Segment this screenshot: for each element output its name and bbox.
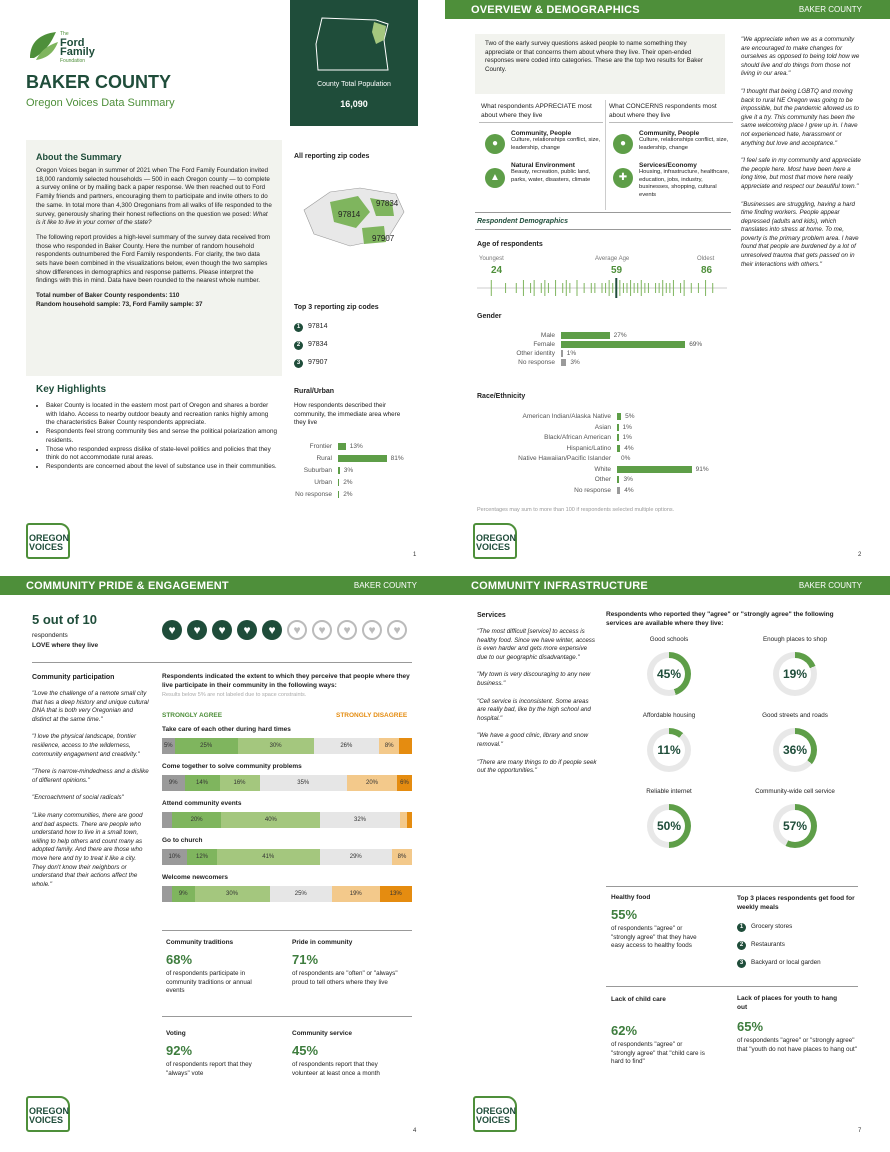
top3-zip-title: Top 3 reporting zip codes <box>294 304 379 311</box>
highlights-list <box>36 402 278 472</box>
highlight-item: • Those who responded express dislike of state-level politics and policies that they think do not accommodate rural areas. <box>46 446 278 463</box>
heart-icon: ♥ <box>212 620 232 640</box>
demographics-title: Respondent Demographics <box>477 218 569 225</box>
food-sources: Top 3 places respondents get food for weekly meals 1 Grocery stores 2 Restaurants 3 Backyard or local garden <box>737 894 857 972</box>
likert-bar <box>162 849 412 865</box>
population-box <box>290 0 418 126</box>
ring-value: 19% <box>779 658 811 690</box>
youth-stat: Lack of places for youth to hang out 65% of respondents "agree" or "strongly agree" that "youth do not have places to hang out" <box>737 995 858 1053</box>
about-paragraph-1: Oregon Voices began in summer of 2021 when The Ford Family Foundation invited 18,000 randomly selected households — 500 in each Oregon county — to complete a survey online or by mailing back a paper response. We then reached out to Ford Family friends and partners, encouraging them to participate and invite others to do the same. In total more than 4,300 Oregonians from all walks of life responded to the survey, generously sharing their honest reflections on the question we posed: What is it like to live in your corner of the state? <box>36 167 272 227</box>
bar-value: 4% <box>624 486 634 494</box>
child-care-stat: Lack of child care 62% of respondents "agree" or "strongly agree" that "child care is hard to find" <box>611 996 705 1066</box>
ring-label: Reliable internet <box>646 788 692 795</box>
stat-voting: Voting 92% of respondents report that they "always" vote <box>166 1030 252 1077</box>
age-youngest-value: 24 <box>491 265 503 276</box>
bar-value: 27% <box>613 332 627 339</box>
top3-zip-item: 2 97834 <box>294 336 327 354</box>
bar-label: Female <box>533 341 555 348</box>
heart-icon: ♥ <box>237 620 257 640</box>
likert-segment <box>399 738 412 754</box>
age-oldest-value: 86 <box>701 265 713 276</box>
ring-chart <box>647 652 691 696</box>
likert-segment: 10% <box>162 849 187 865</box>
quote: "We appreciate when we as a community are encouraged to make changes for ourselves as opposed to being told how we should live and do things from those not living in our area." <box>741 36 860 78</box>
likert-segment: 12% <box>187 849 217 865</box>
page-2: OVERVIEW & DEMOGRAPHICS BAKER COUNTY Two of the early survey questions asked people to name something they appreciate or that concerns them about where they live. Their open-ended responses were coded into categories. These are the top two results for Baker County. What respondents APPRECIATE most about where they live What CONCERNS respondents most about where they live ● Community, People Culture, relationships conflict, size, leadership, change ▲ Natural Environment Beauty, recreation, public land, parks, water, disasters, climate ● Community, People Culture, relationships conflict, size, leadership, change ✚ Services/Economy Housing, infrastructure, healthcare, education, jobs, industry, businesses, shopping, cultural events Respondent Demographics Age of respondents Youngest Average Age Oldest 24 59 86 Gender Male 27% Female 69% Other identity 1% No response 3% Race/Ethnicity American Indian/Alaska Native 5% Asian 1% Black/African American 1% Hispanic/Latino 4% Native Hawaiian/Pacific Islander 0% White 91% Other 3% No response 4% Percentages may sum to more than 100 if respondents selected multiple options. "We appreciate when we as a community are encouraged to make changes for ourselves as opposed to being told how we should live and do things from those not living in our area." "I thought that being LGBTQ and moving back to rural NE Oregon was going to be impossible, but the pandemic allowed us to give it a try. This community has been the same welcoming place I grew up in. I have not experienced hate, harassment or anything but love and acceptance." "I feel safe in my community and appreciate the people here. Most have been here a long time, but most that move here really appreciate and respect our beautiful town." "Businesses are struggling, having a hard time finding workers. People appear depressed (adults and kids), which translates into stress at home. To me, poverty is the primary problem area. I have found that people are burdened by a lot of unresolved trauma that gets passed on in their interactions with others." OREGON VOICES 2 <box>445 0 890 576</box>
love-headline: 5 out of 10 <box>32 612 98 627</box>
quote: "Like many communities, there are good and bad aspects. There are people who understand how to live in a small town, willing to help others and count many as adopted family. And there are those who move here and try to treat it like a city. They don't know their neighbors or understand that their actions affect the whole." <box>32 811 143 888</box>
heart-icon: ♥ <box>387 620 407 640</box>
heart-icon: ♥ <box>362 620 382 640</box>
stat-pride: Pride in community 71% of respondents are "often" or "always" proud to tell others where they live <box>292 939 398 986</box>
people-icon: ● <box>613 134 633 154</box>
oregon-voices-logo: OREGON VOICES <box>22 521 74 561</box>
likert-title: Respondents indicated the extent to which they perceive that people where they live participate in their community in the following ways: <box>162 673 410 689</box>
love-label-1: respondents <box>32 632 68 639</box>
highlight-item: • Respondents are concerned about the level of substance use in their communities. <box>46 463 278 472</box>
quote: "Cell service is inconsistent. Some areas are really bad, like by the high school and hospital." <box>477 697 591 722</box>
likert-segment: 9% <box>162 775 185 791</box>
likert-segment: 6% <box>397 775 412 791</box>
bar <box>338 467 340 474</box>
bar-value: 1% <box>622 434 632 441</box>
ring-value: 57% <box>779 810 811 842</box>
bar-value: 0% <box>621 455 631 462</box>
gender-chart <box>485 332 735 372</box>
heart-icon: ♥ <box>262 620 282 640</box>
quote: "My town is very discouraging to any new business." <box>477 671 591 687</box>
bar-label: No response <box>574 486 611 494</box>
ford-family-logo-text: The Ford Family Foundation <box>60 31 95 64</box>
quotes-column <box>741 36 863 269</box>
services-quotes <box>477 628 599 776</box>
section-header: COMMUNITY INFRASTRUCTURE BAKER COUNTY <box>445 576 890 595</box>
highlights-title: Key Highlights <box>36 384 107 395</box>
likert-segment <box>162 886 172 902</box>
bar-value: 3% <box>623 476 633 483</box>
bar-value: 3% <box>343 467 354 474</box>
top3-zip-list <box>294 318 327 372</box>
age-average-value: 59 <box>611 265 623 276</box>
quote: "There is narrow-mindedness and a dislike of different opinions." <box>32 768 149 784</box>
bar-label: American Indian/Alaska Native <box>522 413 611 420</box>
rural-title: Rural/Urban <box>294 388 335 395</box>
quote: "Encroachment of social radicals" <box>32 794 124 802</box>
likert-question: Come together to solve community problems <box>162 763 302 770</box>
map-label-97814: 97814 <box>338 210 361 219</box>
bar <box>617 466 692 473</box>
page-subtitle: Oregon Voices Data Summary <box>26 97 175 109</box>
strongly-disagree-label: STRONGLY DISAGREE <box>336 712 408 719</box>
ring-chart <box>647 804 691 848</box>
population-label: County Total Population <box>317 81 391 88</box>
rural-chart <box>280 443 420 513</box>
likert-segment: 30% <box>238 738 314 754</box>
strongly-agree-label: STRONGLY AGREE <box>162 712 223 719</box>
section-header: COMMUNITY PRIDE & ENGAGEMENT BAKER COUNTY <box>0 576 445 595</box>
bar-value: 13% <box>349 443 363 450</box>
quote: "The most difficult [service] to access is healthy food. Since we have winter, access is even harder and gets more expensive due to our geographic disadvantage." <box>477 628 595 661</box>
quote: "I love the physical landscape, frontier resilience, access to the wilderness, community engagement and creativity." <box>32 733 140 758</box>
bar-value: 2% <box>343 491 353 498</box>
age-youngest-label: Youngest <box>479 256 504 262</box>
bar-value: 1% <box>566 350 577 357</box>
likert-bar <box>162 775 412 791</box>
likert-bar <box>162 738 412 754</box>
page-7 <box>445 576 890 1152</box>
bar-value: 4% <box>624 444 634 452</box>
food-source-item: 1 Grocery stores <box>737 918 857 936</box>
ring-label: Good streets and roads <box>762 712 828 719</box>
map-label-97834: 97834 <box>376 199 399 208</box>
bar-label: Suburban <box>303 467 332 474</box>
bar-value: 5% <box>625 413 635 420</box>
likert-question: Take care of each other during hard times <box>162 726 291 733</box>
likert-bar <box>162 886 412 902</box>
bar-label: Native Hawaiian/Pacific Islander <box>518 455 611 462</box>
bar <box>617 487 620 494</box>
bar-value: 1% <box>622 423 632 431</box>
bar-label: Other <box>594 476 611 483</box>
likert-question: Go to church <box>162 837 203 844</box>
top3-zip-item: 3 97907 <box>294 354 327 372</box>
oregon-map-outline <box>314 14 394 74</box>
participation-title: Community participation <box>32 674 115 681</box>
bar-label: Other identity <box>516 350 555 357</box>
likert-segment: 26% <box>314 738 380 754</box>
bar <box>338 491 339 498</box>
ring-chart <box>773 652 817 696</box>
ford-family-leaf-logo <box>26 30 62 62</box>
signpost-icon: ✚ <box>613 168 633 188</box>
ring-chart <box>773 728 817 772</box>
participation-quotes <box>32 690 150 889</box>
page-1 <box>0 0 445 576</box>
food-source-item: 2 Restaurants <box>737 936 857 954</box>
about-summary-box <box>26 140 282 376</box>
zip-code-map <box>300 182 410 252</box>
ring-label: Good schools <box>649 636 689 643</box>
bar <box>617 413 621 420</box>
bar <box>561 341 685 348</box>
likert-bar <box>162 812 412 828</box>
ring-chart <box>647 728 691 772</box>
map-label-97907: 97907 <box>372 234 395 243</box>
bar-value: 81% <box>390 455 404 462</box>
bar-label: Hispanic/Latino <box>566 444 611 452</box>
bar-value: 91% <box>695 465 709 473</box>
bar-value: 69% <box>689 341 703 348</box>
likert-segment: 19% <box>332 886 380 902</box>
likert-segment: 5% <box>162 738 175 754</box>
bar-label: Asian <box>594 423 611 431</box>
likert-segment: 41% <box>217 849 320 865</box>
ring-label: Enough places to shop <box>762 636 828 643</box>
tree-icon: ▲ <box>485 168 505 188</box>
oregon-voices-logo: OREGON VOICES <box>469 521 521 561</box>
likert-segment: 35% <box>260 775 348 791</box>
likert-question: Attend community events <box>162 800 242 807</box>
race-title: Race/Ethnicity <box>477 393 526 400</box>
likert-segment: 29% <box>320 849 393 865</box>
likert-segment: 40% <box>221 812 320 828</box>
total-respondents: Total number of Baker County respondents: 110 <box>36 292 180 300</box>
population-value: 16,090 <box>340 99 368 109</box>
likert-question: Welcome newcomers <box>162 874 228 881</box>
highlight-item: • Baker County is located in the eastern most part of Oregon and shares a border with Idaho. Access to nearby outdoor beauty and recreation ranks highly among the characteristics Baker County respondents appreciate. <box>46 402 278 428</box>
services-title: Services <box>477 612 506 619</box>
quote: "I feel safe in my community and appreciate the people here. Most have been here a long time, but most that move here really appreciate and respect our beautiful town." <box>741 157 861 190</box>
oregon-voices-logo: OREGON VOICES <box>22 1094 74 1134</box>
highlight-item: • Respondents feel strong community ties and sense the political polarization among residents. <box>46 428 278 445</box>
column-divider <box>605 100 606 210</box>
page-4 <box>0 576 445 1152</box>
zip-codes-title: All reporting zip codes <box>294 153 370 160</box>
likert-segment: 20% <box>172 812 222 828</box>
likert-segment: 8% <box>392 849 412 865</box>
likert-note: Results below 5% are not labeled due to space constraints. <box>162 692 307 698</box>
race-chart <box>485 413 735 498</box>
page-number: 2 <box>858 552 862 558</box>
bar-label: Black/African American <box>544 434 611 441</box>
oregon-voices-logo: OREGON VOICES <box>469 1094 521 1134</box>
bar <box>561 332 610 339</box>
bar-label: Male <box>540 332 555 339</box>
quote: "There are many things to do if people seek out the opportunities." <box>477 758 597 775</box>
about-title: About the Summary <box>36 152 122 162</box>
ring-chart <box>773 804 817 848</box>
ring-value: 50% <box>653 810 685 842</box>
bar-label: No response <box>295 491 332 498</box>
bar <box>561 359 566 366</box>
likert-segment: 30% <box>195 886 270 902</box>
county-title: BAKER COUNTY <box>26 72 172 92</box>
bar-label: White <box>594 465 611 473</box>
age-oldest-label: Oldest <box>697 256 715 262</box>
rural-description: How respondents described their community, the immediate area where they live <box>294 402 401 427</box>
likert-segment: 9% <box>172 886 195 902</box>
likert-segment <box>400 812 407 828</box>
likert-segment: 20% <box>347 775 397 791</box>
bar <box>338 455 387 462</box>
gender-title: Gender <box>477 313 502 320</box>
quote: "I thought that being LGBTQ and moving back to rural NE Oregon was going to be impossible, but the pandemic allowed us to give it a try. This community has been the same welcoming place I grew up in. I have not experienced hate, harassment or anything but love and acceptance." <box>741 87 859 147</box>
likert-chart <box>162 726 412 926</box>
quote: "Businesses are struggling, having a hard time finding workers. People appear depressed (adults and kids), which translates into stress at home. To me, poverty is the primary problem area. I have found that people are burdened by a lot of unresolved trauma that gets passed on in their interactions with others." <box>741 200 859 268</box>
heart-icon: ♥ <box>287 620 307 640</box>
intro-box: Two of the early survey questions asked people to name something they appreciate or that concerns them about where they live. Their open-ended responses were coded into categories. These are the top two results for Baker County. <box>475 34 725 94</box>
rings-title: Respondents who reported they "agree" or "strongly agree" the following services are available where they live: <box>606 611 834 627</box>
ring-label: Community-wide cell service <box>755 788 835 795</box>
bar-label: Rural <box>316 455 332 462</box>
page-number: 4 <box>413 1128 417 1134</box>
about-paragraph-2: The following report provides a high-level summary of the survey data received from those who responded in Baker County. Here the number of random household respondents outnumbered the Ford Family respondents. For clarity, the two data sets have been combined in the visualizations below, even though the two samples show differences in demographics and response patterns. Please interpret the findings with this in mind. Data have been rounded to the nearest whole number. <box>36 233 271 285</box>
likert-segment: 25% <box>175 738 238 754</box>
likert-segment: 25% <box>270 886 333 902</box>
stat-service: Community service 45% of respondents report that they volunteer at least once a month <box>292 1030 380 1077</box>
likert-segment: 13% <box>380 886 413 902</box>
sample-breakdown: Random household sample: 73, Ford Family sample: 37 <box>36 300 203 308</box>
likert-segment <box>162 812 172 828</box>
people-icon: ● <box>485 134 505 154</box>
quote: "We have a good clinic, library and snow removal." <box>477 732 589 748</box>
bar-label: Frontier <box>309 443 332 450</box>
page-number: 7 <box>858 1128 862 1134</box>
ring-value: 45% <box>653 658 685 690</box>
age-distribution-strip <box>477 278 727 298</box>
ring-value: 36% <box>779 734 811 766</box>
services-rings <box>606 636 858 886</box>
likert-segment: 32% <box>320 812 399 828</box>
bar <box>617 424 619 431</box>
healthy-food-stat: Healthy food 55% of respondents "agree" or "strongly agree" that they have easy access to healthy foods <box>611 894 697 950</box>
hearts-row <box>162 620 407 640</box>
heart-icon: ♥ <box>337 620 357 640</box>
bar-label: No response <box>518 359 555 366</box>
section-header: OVERVIEW & DEMOGRAPHICS BAKER COUNTY <box>445 0 890 19</box>
likert-segment <box>407 812 412 828</box>
likert-segment: 16% <box>220 775 260 791</box>
top3-zip-item: 1 97814 <box>294 318 327 336</box>
bar <box>338 443 346 450</box>
bar-label: Urban <box>314 479 332 486</box>
quote: "Love the challenge of a remote small city that has a deep history and unique cultural DNA that is both very Oregonian and distinct at the same time." <box>32 690 149 723</box>
bar <box>338 479 339 486</box>
heart-icon: ♥ <box>162 620 182 640</box>
heart-icon: ♥ <box>187 620 207 640</box>
stat-traditions: Community traditions 68% of respondents participate in community traditions or annual events <box>166 939 252 995</box>
appreciate-title: What respondents APPRECIATE most about where they live <box>481 103 592 119</box>
likert-segment: 14% <box>185 775 220 791</box>
love-label-2: LOVE where they live <box>32 642 99 649</box>
age-average-label: Average Age <box>595 256 630 262</box>
ring-label: Affordable housing <box>642 712 696 719</box>
likert-segment: 8% <box>379 738 399 754</box>
bar <box>561 350 563 357</box>
bar <box>617 434 619 441</box>
ring-value: 11% <box>653 734 685 766</box>
percent-footnote: Percentages may sum to more than 100 if respondents selected multiple options. <box>477 507 675 513</box>
heart-icon: ♥ <box>312 620 332 640</box>
bar <box>617 445 620 452</box>
page-number: 1 <box>413 552 417 558</box>
bar-value: 3% <box>570 359 580 366</box>
concerns-title: What CONCERNS respondents most about where they live <box>609 103 717 119</box>
bar-value: 2% <box>343 479 353 486</box>
age-title: Age of respondents <box>477 241 543 248</box>
food-source-item: 3 Backyard or local garden <box>737 954 857 972</box>
bar <box>617 476 619 483</box>
